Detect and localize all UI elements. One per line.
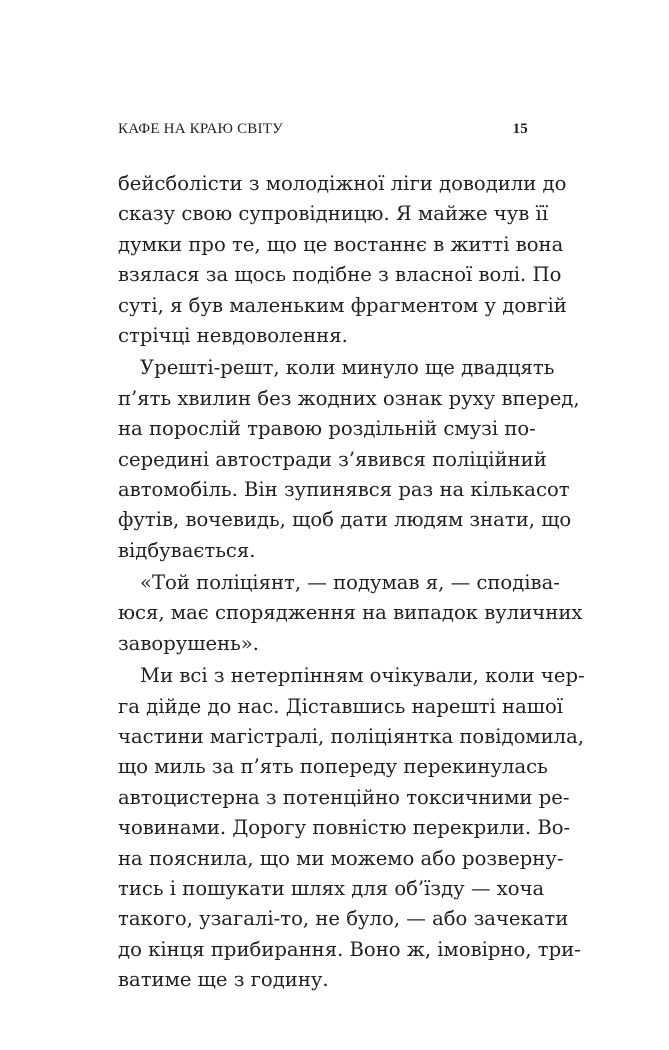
text-line: сказу свою супровідницю. Я майже чув її <box>118 202 549 226</box>
text-line: стрічці невдоволення. <box>118 323 348 347</box>
text-line: бейсболісти з молодіжної ліги доводили до <box>118 172 567 195</box>
running-head <box>118 121 528 141</box>
text-line: автоцистерна з потенційно токсичними ре- <box>118 785 570 809</box>
text-line: на порослій травою роздільній смузі по- <box>118 417 536 441</box>
text-line: тись і пошукати шлях для об’їзду — хоча <box>118 876 545 900</box>
text-line: га дійде до нас. Діставшись нарешті нашої <box>118 694 564 718</box>
running-title: КАФЕ НА КРАЮ СВІТУ <box>118 121 283 137</box>
text-line: автомобіль. Він зупинявся раз на кількасот <box>118 477 570 501</box>
text-line: суті, я був маленьким фрагментом у довгій <box>118 293 567 317</box>
text-line: що миль за п’ять попереду перекинулась <box>118 755 548 779</box>
text-line: заворушень». <box>118 631 260 655</box>
text-line: «Той поліціянт, — подумав я, — сподіва- <box>140 571 560 595</box>
paragraph <box>118 661 585 995</box>
text-line: п’ять хвилин без жодних ознак руху вперед, <box>118 386 580 410</box>
text-line: відбувається. <box>118 538 256 562</box>
text-line: такого, узагалі-то, не було, — або зачекати <box>118 907 569 931</box>
page-number: 15 <box>512 121 528 137</box>
text-line: ватиме ще з годину. <box>118 968 329 992</box>
text-line: до кінця прибирання. Воно ж, імовірно, три- <box>118 937 581 961</box>
paragraph <box>118 568 583 659</box>
text-line: взялася за щось подібне з власної волі. По <box>118 263 562 287</box>
text-line: частини магістралі, поліціянтка повідомила, <box>118 725 585 749</box>
text-line: середині автостради з’явився поліційний <box>118 447 547 471</box>
text-line: Урешті-решт, коли минуло ще двадцять <box>140 356 555 380</box>
text-line: на пояснила, що ми можемо або розверну- <box>118 846 564 870</box>
body-text <box>118 169 585 996</box>
paragraph <box>118 169 567 351</box>
text-line: футів, вочевидь, щоб дати людям знати, що <box>118 508 572 532</box>
text-line: човинами. Дорогу повністю перекрили. Во- <box>118 816 571 840</box>
text-line: юся, має спорядження на випадок вуличних <box>118 601 583 625</box>
text-line: думки про те, що це востаннє в житті вона <box>118 232 564 256</box>
text-line: Ми всі з нетерпінням очікували, коли чер- <box>140 664 585 688</box>
paragraph <box>118 353 580 566</box>
